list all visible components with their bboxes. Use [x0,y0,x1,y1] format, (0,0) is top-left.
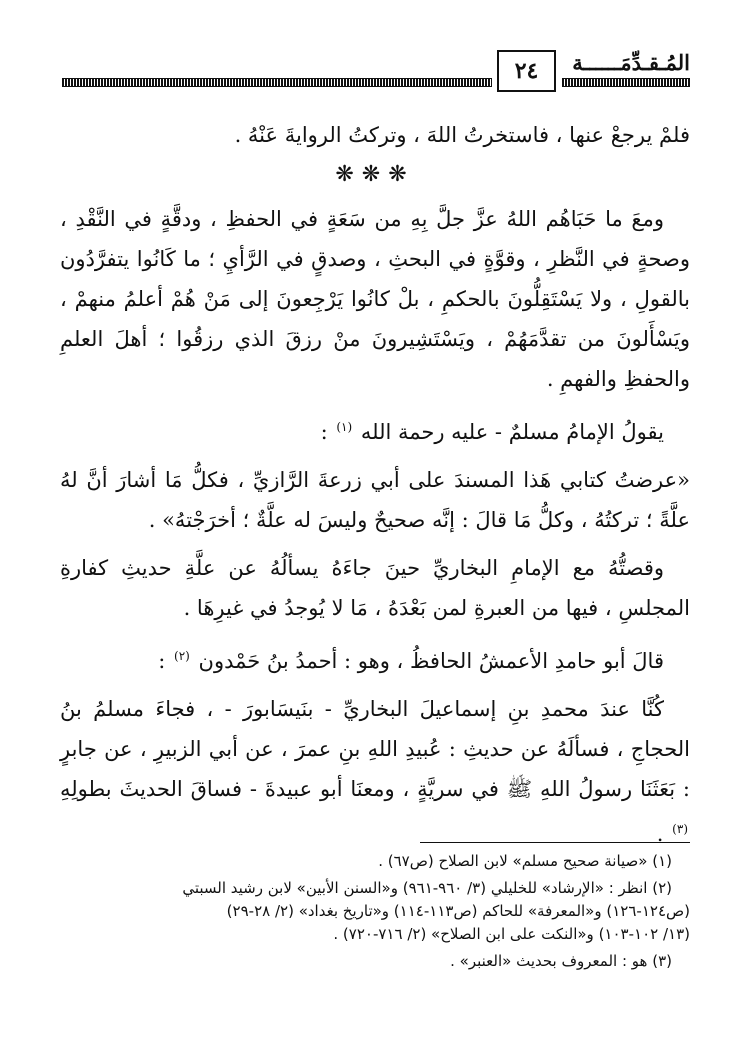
footnote-1: (١) «صيانة صحيح مسلم» لابن الصلاح (ص٦٧) . [378,852,672,870]
paragraph-7-end: . [656,822,664,846]
main-text [60,115,690,854]
paragraph-6 [60,636,690,681]
quote-muslim: «عرضتُ كتابي هَذا المسندَ على أبي زرعةَ الرَّازيِّ ، فكلُّ مَا أشارَ أنَّ لهُ علَّةً ؛ تركتُهُ ، وكلُّ مَا قالَ : إنَّه صحيحٌ وليسَ له علَّةٌ ؛ أخرَجْتهُ» . [60,468,690,532]
footnote-ref-1: (١) [336,420,353,434]
paragraph-3 [60,407,690,452]
footnotes [60,850,690,977]
page-number-box: ٢٤ [497,50,556,92]
header-rule-right [562,78,690,87]
footnote-2-line-1: (٢) انظر : «الإرشاد» للخليلي (٣/ ٩٦٠-٩٦١) و«السنن الأبين» لابن رشيد السبتي [182,879,672,897]
section-separator-icon: ❋❋❋ [335,162,415,187]
footnote-ref-2: (٢) [174,649,190,663]
footnote-3: (٣) هو : المعروف بحديث «العنبر» . [450,952,672,970]
footnote-2-line-3: (١٣/ ١٠٢-١٠٣) و«النكت على ابن الصلاح» (٢/ ٧١٦-٧٢٠) . [333,925,690,943]
footnote-ref-3: (٣) [672,822,688,836]
running-header-title: المُـقـدِّمَــــــة [572,50,690,75]
paragraph-7 [60,689,690,854]
header-rule-left [62,78,492,87]
paragraph-6-end: : [158,649,166,673]
paragraph-6-text: قالَ أبو حامدِ الأعمشُ الحافظُ ، وهو : أحمدُ بنُ حَمْدون [198,649,664,673]
paragraph-7-text: كُنَّا عندَ محمدِ بنِ إسماعيلَ البخاريِّ - بنَيسَابورَ - ، فجاءَ مسلمُ بنُ الحجاجِ ، فسألَهُ عن حديثِ : عُبيدِ اللهِ بنِ عمرَ ، عن أبي الزبيرِ ، عن جابرٍ : بَعَثَنَا رسولُ اللهِ ﷺ في سريَّةٍ ، ومعنَا أبو عبيدةَ - فساقَ الحديثَ بطولِهِ [60,697,690,801]
paragraph-3-text: يقولُ الإمامُ مسلمٌ - عليه رحمة الله [360,420,664,444]
paragraph-2: ومعَ ما حَبَاهُم اللهُ عزَّ جلَّ بِهِ من سَعَةٍ في الحفظِ ، ودقَّةٍ في النَّقْدِ ، وصحةٍ في النَّظرِ ، وقوَّةٍ في البحثِ ، وصدقٍ في الرَّأيِ ؛ ما كَانُوا يتفرَّدُون بالقولِ ، ولا يَسْتَقِلُّونَ بالحكمِ ، بلْ كانُوا يَرْجِعونَ إلى مَنْ هُمْ أعلمُ منهمْ ، ويَسْأَلونَ من تقدَّمَهُمْ ، ويَسْتَشِيرونَ منْ رزقَ الذي رزقُوا ؛ أهلَ العلمِ والحفظِ والفهمِ . [60,207,690,391]
footnote-divider [420,842,690,843]
footnote-2-line-2: (ص١٢٤-١٢٦) و«المعرفة» للحاكم (ص١١٣-١١٤) و«تاريخ بغداد» (٢/ ٢٨-٢٩) [226,902,690,920]
paragraph-5: وقصتُّهُ مع الإمامِ البخاريِّ حينَ جاءَهُ يسألُهُ عن علَّةِ حديثِ كفارةِ المجلسِ ، فيها من العبرةِ لمن بَعْدَهُ ، مَا لا يُوجدُ في غيرِهَا . [60,556,690,620]
paragraph-1: فلمْ يرجعْ عنها ، فاستخرتُ اللهَ ، وتركتُ الروايةَ عَنْهُ . [234,123,690,147]
paragraph-3-end: : [320,420,328,444]
